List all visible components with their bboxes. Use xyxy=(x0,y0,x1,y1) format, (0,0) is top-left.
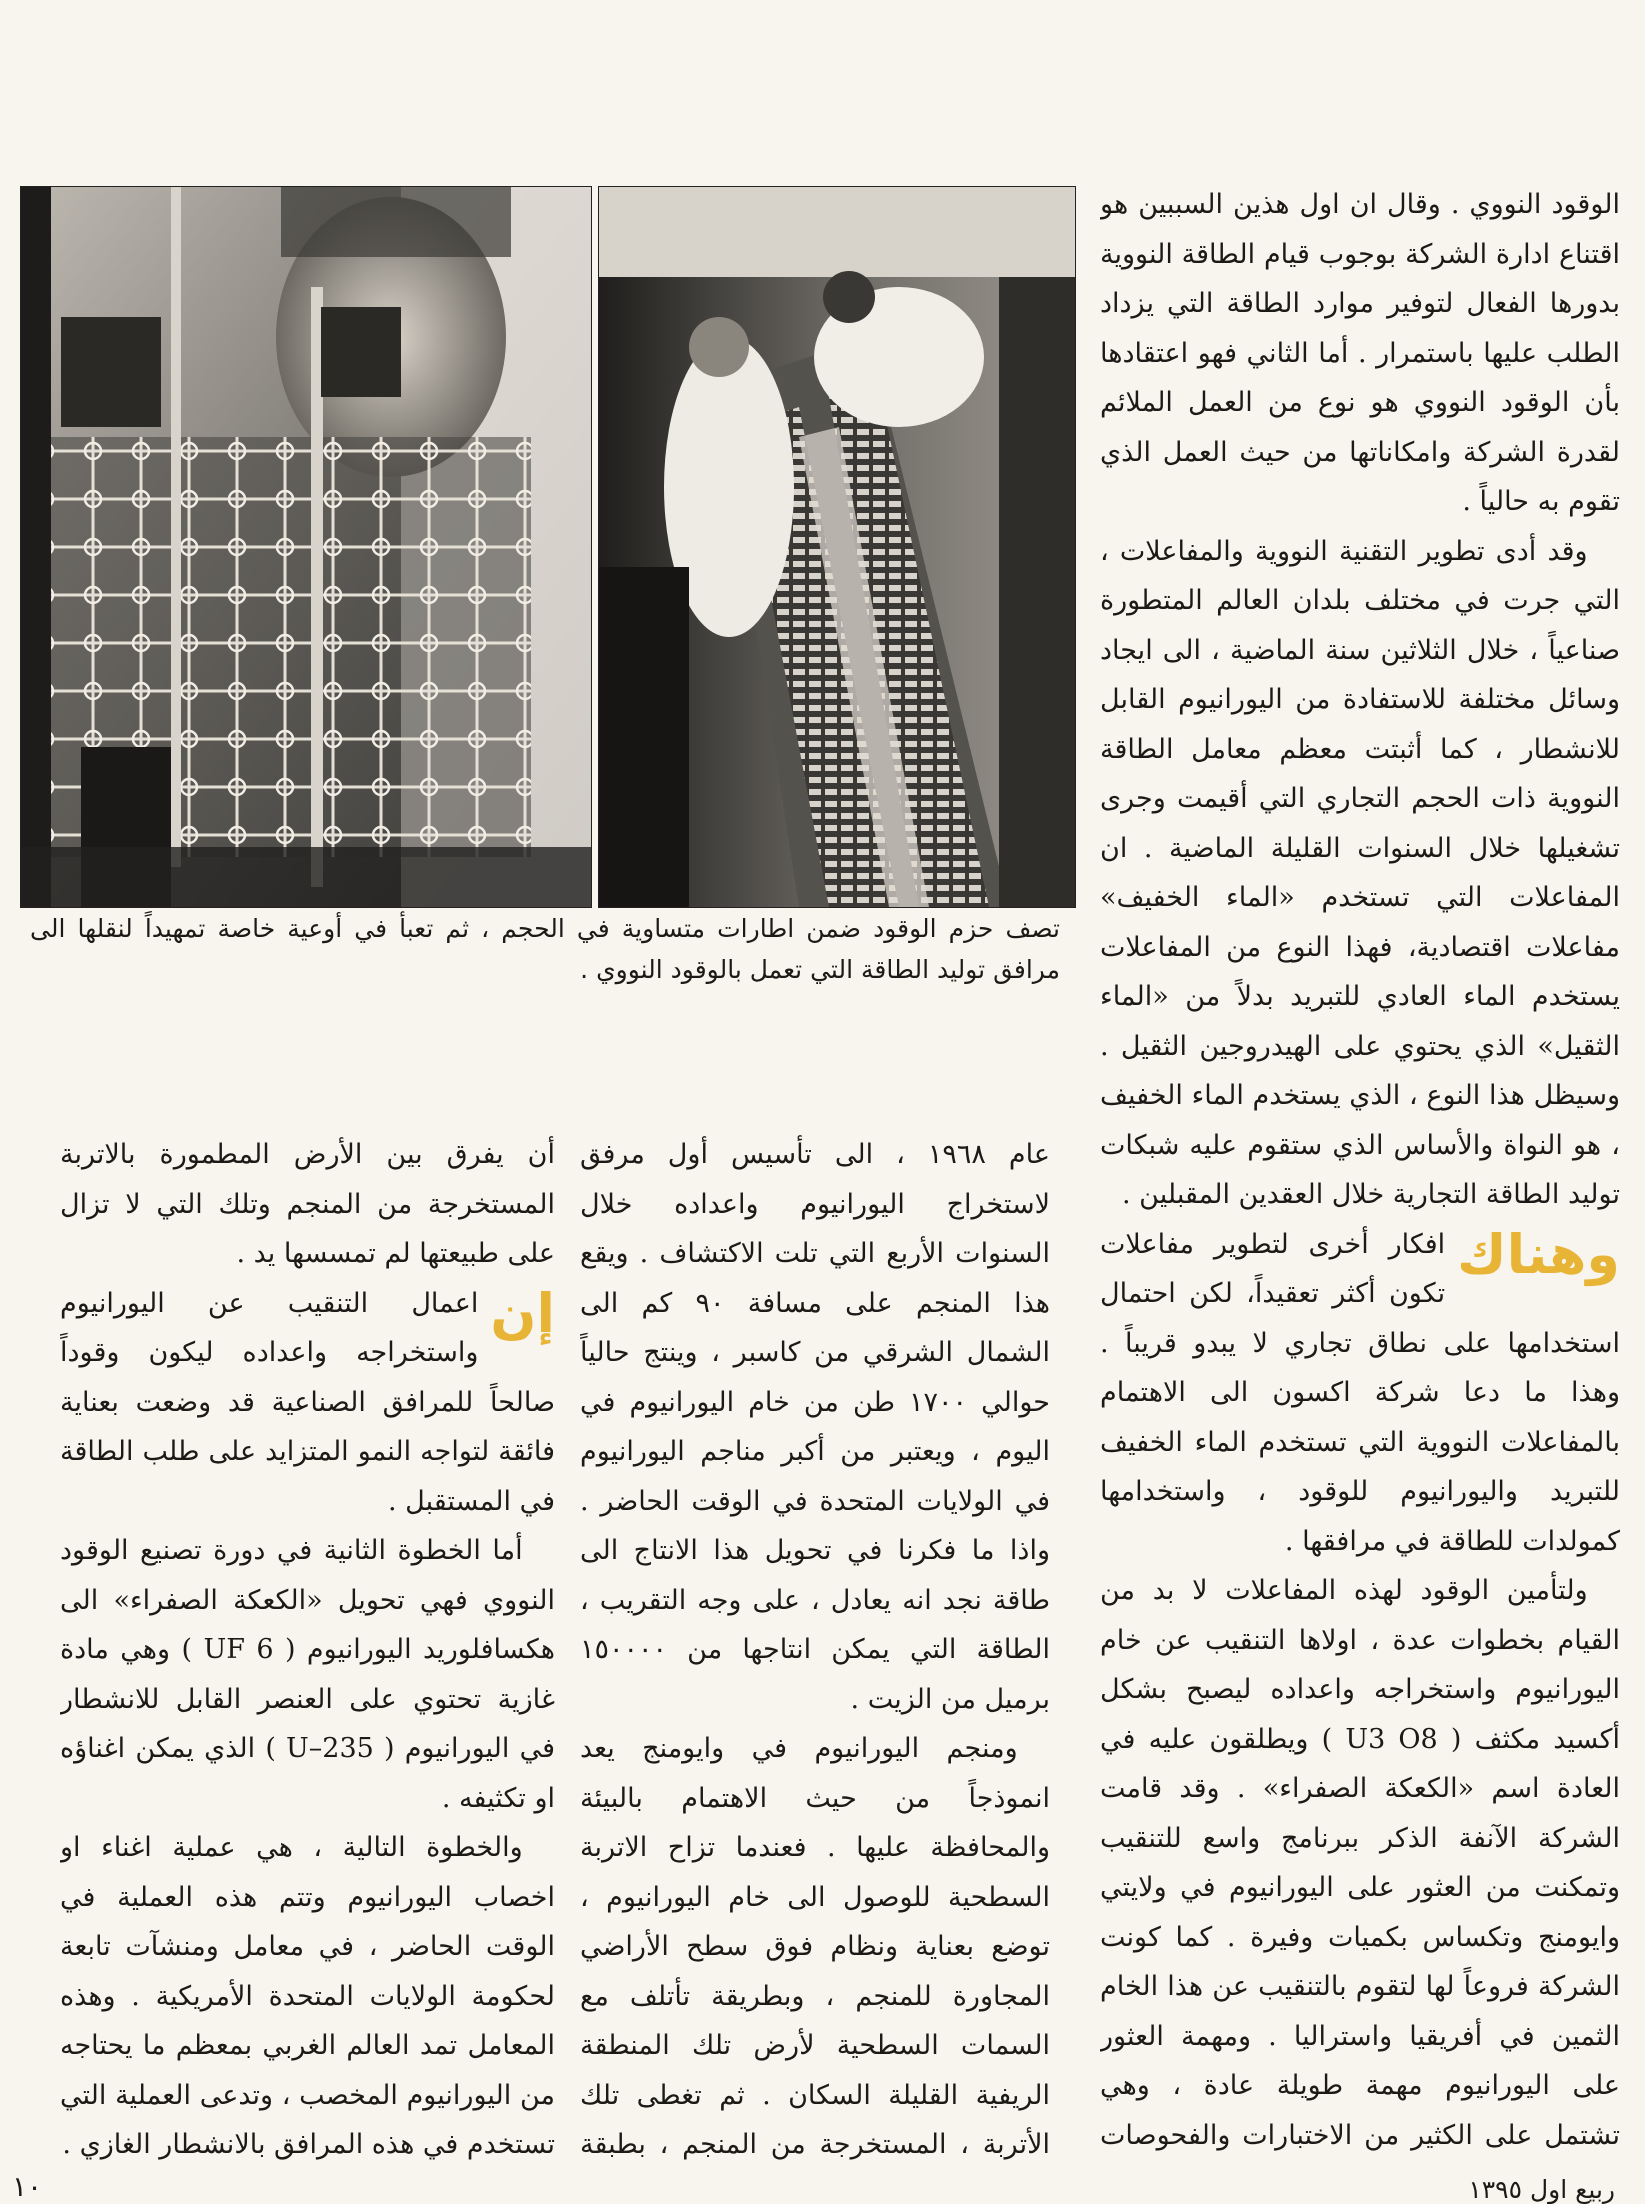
photo-caption: تصف حزم الوقود ضمن اطارات متساوية في الحجم ، ثم تعبأ في أوعية خاصة تمهيداً لنقلها الى مرافق توليد الطاقة التي تعمل بالوقود النووي . xyxy=(30,914,1060,984)
middle-column xyxy=(580,1130,1050,2170)
paragraph: ومنجم اليورانيوم في وايومنج يعد انموذجاً من حيث الاهتمام بالبيئة والمحافظة عليها . فعندما تزاح الاتربة السطحية للوصول الى خام اليورانيوم ، توضع بعناية ونظام فوق سطح الأراضي المجاورة للمنجم ، وبطريقة تأتلف مع السمات السطحية لأرض تلك المنطقة الريفية القليلة السكان . ثم تغطى تلك الأتربة ، المستخرجة من المنجم ، بطبقة xyxy=(580,1733,1050,2160)
decorative-initial: إن xyxy=(490,1281,555,1345)
paragraph: والخطوة التالية ، هي عملية اغناء او اخصاب اليورانيوم وتتم هذه العملية في الوقت الحاضر ، في معامل ومنشآت تابعة لحكومة الولايات المتحدة الأمريكية . وهذه المعامل تمد العالم الغربي بمعظم ما يحتاجه من اليورانيوم المخصب ، وتدعى العملية التي تستخدم في هذه المرافق بالانشطار الغازي . xyxy=(60,1832,555,2160)
left-column xyxy=(60,1130,555,2170)
paragraph-text: اعمال التنقيب عن اليورانيوم واستخراجه واعداده ليكون وقوداً صالحاً للمرافق الصناعية قد وضعت بعناية فائقة لتواجه النمو المتزايد على طلب الطاقة في المستقبل . xyxy=(60,1287,555,1517)
paragraph: الوقود النووي . وقال ان اول هذين السببين هو اقتناع ادارة الشركة بوجوب قيام الطاقة النووية بدورها الفعال لتوفير موارد الطاقة التي يزداد الطلب عليها باستمرار . أما الثاني فهو اعتقادها بأن الوقود النووي هو نوع من العمل الملائم لقدرة الشركة وامكاناتها من حيث العمل الذي تقوم به حالياً . xyxy=(1100,189,1620,517)
decorative-initial: وهناك xyxy=(1457,1222,1620,1286)
paragraph: أن يفرق بين الأرض المطمورة بالاتربة المستخرجة من المنجم وتلك التي لا تزال على طبيعتها لم تمسسها يد . xyxy=(60,1139,555,1269)
issue-date: ربيع اول ١٣٩٥ xyxy=(1468,2175,1615,2204)
technicians-fuel-rods-photo xyxy=(598,186,1076,908)
paragraph: وقد أدى تطوير التقنية النووية والمفاعلات ، التي جرت في مختلف بلدان العالم المتطورة صناعياً ، خلال الثلاثين سنة الماضية ، الى ايجاد وسائل مختلفة للاستفادة من اليورانيوم القابل للانشطار ، كما أثبتت معظم معامل الطاقة النووية ذات الحجم التجاري التي أقيمت وجرى تشغيلها خلال السنوات القليلة الماضية . ان المفاعلات التي تستخدم «الماء الخفيف» مفاعلات اقتصادية، فهذا النوع من المفاعلات يستخدم الماء العادي للتبريد بدلاً من «الماء الثقيل» الذي يحتوي على الهيدروجين الثقيل . وسيظل هذا النوع ، الذي يستخدم الماء الخفيف ، هو النواة والأساس الذي ستقوم عليه شبكات توليد الطاقة التجارية خلال العقدين المقبلين . xyxy=(1100,535,1620,1210)
paragraph xyxy=(60,2170,555,2171)
paragraph-with-initial xyxy=(1100,1220,1620,1567)
paragraph: أما الخطوة الثانية في دورة تصنيع الوقود النووي فهي تحويل «الكعكة الصفراء» الى هكسافلوريد اليورانيوم ( UF 6 ) وهي مادة غازية تحتوي على العنصر القابل للانشطار في اليورانيوم ( U–235 ) الذي يمكن اغناؤه او تكثيفه . xyxy=(60,1535,555,1814)
paragraph-with-initial xyxy=(60,1279,555,1527)
right-column xyxy=(1100,180,1620,2165)
paragraph-text: افكار أخرى لتطوير مفاعلات تكون أكثر تعقيداً، لكن احتمال استخدامها على نطاق تجاري لا يبدو قريباً . وهذا ما دعا شركة اكسون الى الاهتمام بالمفاعلات النووية التي تستخدم الماء الخفيف للتبريد واليورانيوم للوقود ، واستخدامها كمولدات للطاقة في مرافقها . xyxy=(1100,1228,1620,1557)
page-number: ١٠ xyxy=(12,2170,43,2203)
paragraph: ولتأمين الوقود لهذه المفاعلات لا بد من القيام بخطوات عدة ، اولاها التنقيب عن خام اليورانيوم واستخراجه واعداده ليصبح بشكل أكسيد مكثف ( U3 O8 ) ويطلقون عليه في العادة اسم «الكعكة الصفراء» . وقد قامت الشركة الآنفة الذكر ببرنامج واسع للتنقيب وتمكنت من العثور على اليورانيوم في ولايتي وايومنج وتكساس بكميات وفيرة . كما كونت الشركة فروعاً لها لتقوم بالتنقيب عن هذا الخام الثمين في أفريقيا واستراليا . ومهمة العثور على اليورانيوم مهمة طويلة عادة ، وهي تشتمل على الكثير من الاختبارات والفحوصات xyxy=(1100,1575,1620,2151)
paragraph: عام ١٩٦٨ ، الى تأسيس أول مرفق لاستخراج اليورانيوم واعداده خلال السنوات الأربع التي تلت الاكتشاف . ويقع هذا المنجم على مسافة ٩٠ كم الى الشمال الشرقي من كاسبر ، وينتج حالياً حوالي ١٧٠٠ طن من خام اليورانيوم في اليوم ، ويعتبر من أكبر مناجم اليورانيوم في الولايات المتحدة في الوقت الحاضر . واذا ما فكرنا في تحويل هذا الانتاج الى طاقة نجد انه يعادل ، على وجه التقريب ، الطاقة التي يمكن انتاجها من ١٥٠٠٠٠ برميل من الزيت . xyxy=(580,1139,1050,1715)
technician-grid-photo xyxy=(20,186,592,908)
